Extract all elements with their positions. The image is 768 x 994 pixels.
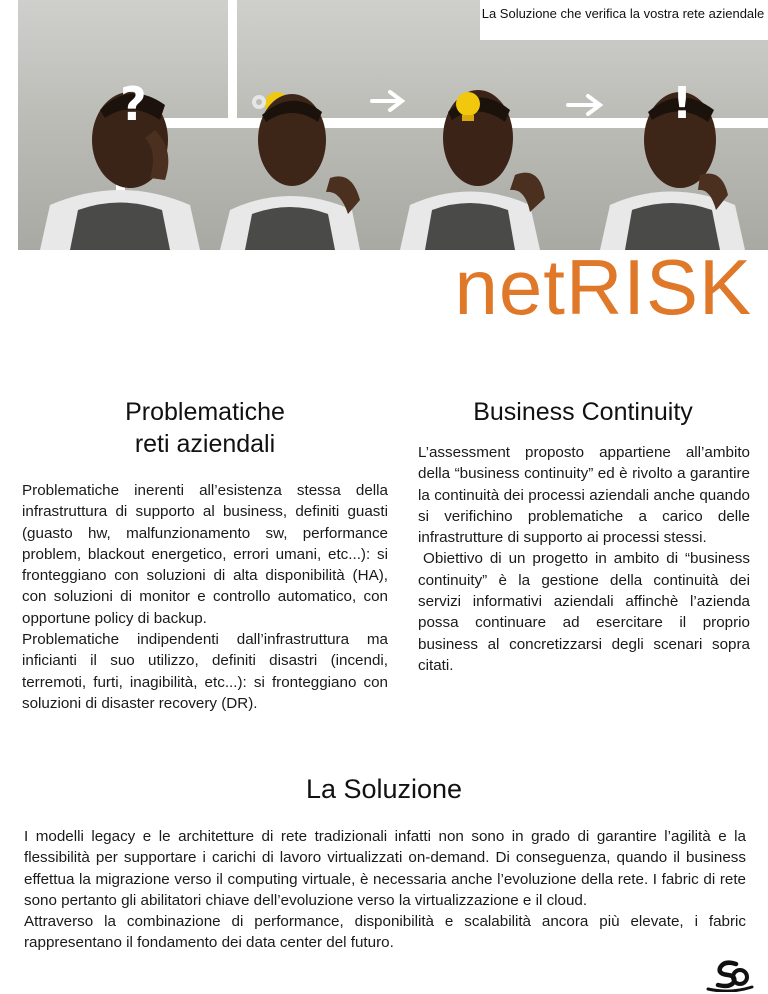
brand-title: netRISK [454, 243, 752, 331]
continuity-paragraph-1: L’assessment proposto appartiene all’ambito della “business continuity” ed è rivolto a garantire la continuità dei processi aziendali anche quando si verifichino problematiche a carico delle infrastrutture di supporto ai processi stessi. [418, 444, 750, 547]
continuity-paragraph-2: Obiettivo di un progetto in ambito di “business continuity” è la gestione della continuità dei servizi informativi aziendali affinchè l’azienda possa continuare ad esercitare il proprio business al concretizzarsi degli scenari sopra citati. [418, 550, 750, 674]
header-banner [0, 0, 768, 250]
question-mark-icon: ? [120, 77, 147, 131]
arrow-right-icon [372, 92, 402, 110]
frame-left [0, 0, 18, 250]
frame-divider [228, 0, 237, 120]
arrow-right-icon [568, 96, 600, 114]
exclamation-icon: ! [672, 78, 693, 129]
solution-paragraph-2: Attraverso la combinazione di performance, disponibilità e scalabilità ancora più elevate, i fabric rappresentano il fondamento dei data center del futuro. [24, 913, 746, 952]
problems-body [22, 480, 388, 714]
problems-paragraph-1: Problematiche inerenti all’esistenza stessa della infrastruttura di supporto al business, definiti guasti (guasto hw, malfunzionamento sw, performance problem, blackout energetico, errori umani, etc...): si fronteggiano con soluzioni di alta disponibilità (HA), con soluzioni di monitor e controllo automatico, con opportune policy di backup. [22, 482, 388, 627]
problems-paragraph-2: Problematiche indipendenti dall’infrastruttura ma inficianti il suo utilizzo, definiti disastri (incendi, terremoti, furti, inagibilità, etc...): si fronteggiano con soluzioni di disaster recovery (DR). [22, 631, 388, 712]
continuity-title: Business Continuity [473, 398, 693, 426]
solution-title: La Soluzione [305, 774, 463, 804]
solution-paragraph-1: I modelli legacy e le architetture di rete tradizionali infatti non sono in grado di garantire l’agilità e la flessibilità per supportare i carichi di lavoro virtualizzati on-demand. Di conseguenza, quando il business effettua la migrazione verso il computing virtuale, è necessaria anche l’evoluzione della rete. I fabric di rete sono pertanto gli abilitatori chiave dell’evoluzione verso la virtualizzazione e il cloud. [24, 828, 746, 909]
problems-title [62, 396, 348, 460]
continuity-body [418, 442, 750, 676]
solution-body [24, 826, 746, 954]
figure-thinking [220, 94, 360, 250]
problems-title-line1: Problematiche [125, 398, 285, 426]
problems-title-line2: reti aziendali [134, 430, 276, 458]
tagline: La Soluzione che verifica la vostra rete aziendale [481, 6, 765, 21]
banner-illustration [0, 0, 768, 250]
company-logo-icon [706, 958, 754, 992]
